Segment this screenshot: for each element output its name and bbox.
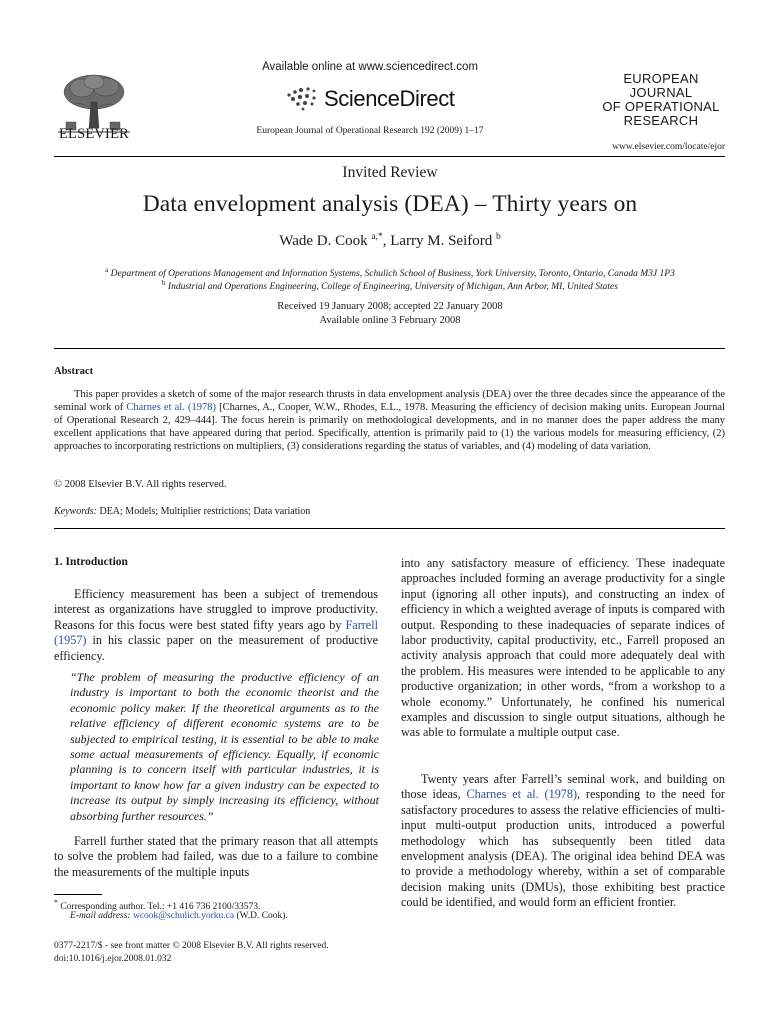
abstract-divider: [54, 348, 725, 349]
received-dates: Received 19 January 2008; accepted 22 January 2008: [277, 301, 503, 312]
journal-name-line: JOURNAL: [629, 85, 693, 100]
email-after: (W.D. Cook).: [234, 911, 288, 921]
available-online-date: Available online 3 February 2008: [319, 315, 461, 326]
sciencedirect-dots-icon: [286, 86, 320, 112]
sciencedirect-logo: [286, 84, 455, 114]
paragraph-text: Efficiency measurement has been a subject of tremendous interest as organizations have struggled to improve productivity. Reasons for this focus were best stated fifty years ago by: [54, 587, 378, 632]
abstract-text: [54, 389, 725, 454]
footnote-text: Corresponding author. Tel.: +1 416 736 2100/33573.: [60, 902, 261, 913]
journal-name-line: RESEARCH: [623, 113, 699, 128]
footnote-mark: *: [54, 898, 58, 907]
publisher-name: ELSEVIER: [58, 126, 130, 142]
footnote-divider: [54, 894, 102, 895]
keywords-label: Keywords:: [54, 506, 97, 517]
abstract-text-part: This paper provides a sketch of some of the major research thrusts in data envelopment analysis (DEA) over the three decades since the appearance of the seminal work of: [54, 389, 725, 413]
footnote-email: [54, 911, 394, 921]
author-marks[interactable]: a,*: [371, 232, 383, 242]
keywords: [54, 506, 310, 517]
paragraph-text: , responding to the need for satisfactory procedures to assess the relative efficiencies of multi-input multi-output production units, introduced a powerful methodology which has subsequently been titled data envelopment analysis (DEA). The original idea behind DEA was to provide a methodology whereby, within a set of comparable decision making units (DMUs), those exhibiting best practice could be identified, and would form an efficient frontier.: [401, 787, 725, 910]
email-label: E-mail address:: [70, 911, 131, 921]
keywords-divider: [54, 528, 725, 529]
header-divider: [54, 156, 725, 157]
doi-line[interactable]: doi:10.1016/j.ejor.2008.01.032: [54, 954, 172, 964]
author-separator: ,: [382, 233, 391, 249]
journal-citation: European Journal of Operational Research 192 (2009) 1–17: [256, 126, 484, 136]
paragraph-text: in his classic paper on the measurement of productive efficiency.: [54, 633, 378, 663]
sciencedirect-wordmark: ScienceDirect: [324, 86, 455, 111]
article-title: Data envelopment analysis (DEA) – Thirty years on: [142, 191, 638, 217]
body-paragraph: [401, 772, 725, 911]
issn-line: 0377-2217/$ - see front matter © 2008 Elsevier B.V. All rights reserved.: [54, 941, 329, 951]
affiliation-mark: b: [162, 279, 166, 287]
keywords-list: DEA; Models; Multiplier restrictions; Data variation: [99, 506, 311, 517]
author-marks[interactable]: b: [496, 232, 501, 242]
journal-name-line: EUROPEAN: [623, 71, 699, 86]
affiliation-text: Department of Operations Management and Information Systems, Schulich School of Business, York University, Toronto, Ontario, Canada M3J 1P3: [110, 269, 675, 280]
author-list: [0, 232, 768, 250]
citation-link[interactable]: Charnes et al. (1978): [126, 401, 216, 413]
body-paragraph: Farrell further stated that the primary reason that all attempts to solve the problem had failed, was due to a failure to combine the measurements of the multiple inputs: [54, 834, 378, 879]
section-heading: 1. Introduction: [54, 556, 128, 568]
paragraph-text: Twenty years after Farrell’s seminal work, and building on those ideas,: [401, 772, 725, 802]
article-type: Invited Review: [342, 164, 438, 181]
affiliation-a: [0, 266, 768, 279]
affiliation-b: [0, 279, 768, 292]
author-name: Wade D. Cook: [279, 233, 368, 249]
affiliation-text: Industrial and Operations Engineering, College of Engineering, University of Michigan, Ann Arbor, MI, United States: [167, 282, 618, 293]
abstract-heading: Abstract: [54, 366, 94, 377]
affiliation-mark: a: [105, 266, 109, 274]
journal-name-line: OF OPERATIONAL: [602, 99, 720, 114]
block-quote: “The problem of measuring the productive efficiency of an industry is important to both the economic theorist and the economic policy maker. If the theoretical arguments as to the relative efficiency of different economic systems are to be subjected to empirical testing, it is essential to be able to make some actual measurements of efficiency. Equally, if economic planning is to concern itself with particular industries, it is important to know how far a given industry can be expected to increase its output by simply increasing its efficiency, without absorbing further resources.”: [70, 670, 379, 823]
journal-url[interactable]: www.elsevier.com/locate/ejor: [612, 142, 725, 152]
citation-link[interactable]: Charnes et al. (1978): [466, 787, 578, 802]
email-link[interactable]: wcook@schulich.yorku.ca: [132, 911, 235, 921]
citation-link[interactable]: Farrell (1957): [54, 617, 378, 648]
journal-name-block: [597, 72, 725, 128]
abstract-copyright: © 2008 Elsevier B.V. All rights reserved.: [54, 479, 227, 490]
abstract-text-part: [Charnes, A., Cooper, W.W., Rhodes, E.L., 1978. Measuring the efficiency of decision making units. European Journal of Operational Research 2, 429–444]. The focus herein is primarily on methodological developments, and in no manner does the paper address the many excellent applications that have appeared during that period. Specifically, attention is primarily paid to (1) the various models for measuring efficiency, (2) approaches to incorporating restrictions on multipliers, (3) considerations regarding the status of variables, and (4) modeling of data variation.: [54, 401, 725, 452]
body-paragraph: [54, 587, 378, 664]
author-name: Larry M. Seiford: [390, 233, 493, 249]
body-paragraph: into any satisfactory measure of efficiency. These inadequate approaches included forming an average productivity for a single input (ignoring all other inputs), and constructing an index of efficiency in which a weighted average of inputs is compared with output. Responding to these inadequacies of separate indices of labor productivity, capital productivity, etc., Farrell proposed an activity analysis approach that could more adequately deal with the problem. His measures were intended to be applicable to any productive organization; in other words, “from a workshop to a whole economy.” Unfortunately, he confined his numerical examples and discussion to single output situations, although he was able to formulate a multiple output case.: [401, 556, 725, 740]
available-online-text: Available online at www.sciencedirect.com: [262, 61, 478, 73]
